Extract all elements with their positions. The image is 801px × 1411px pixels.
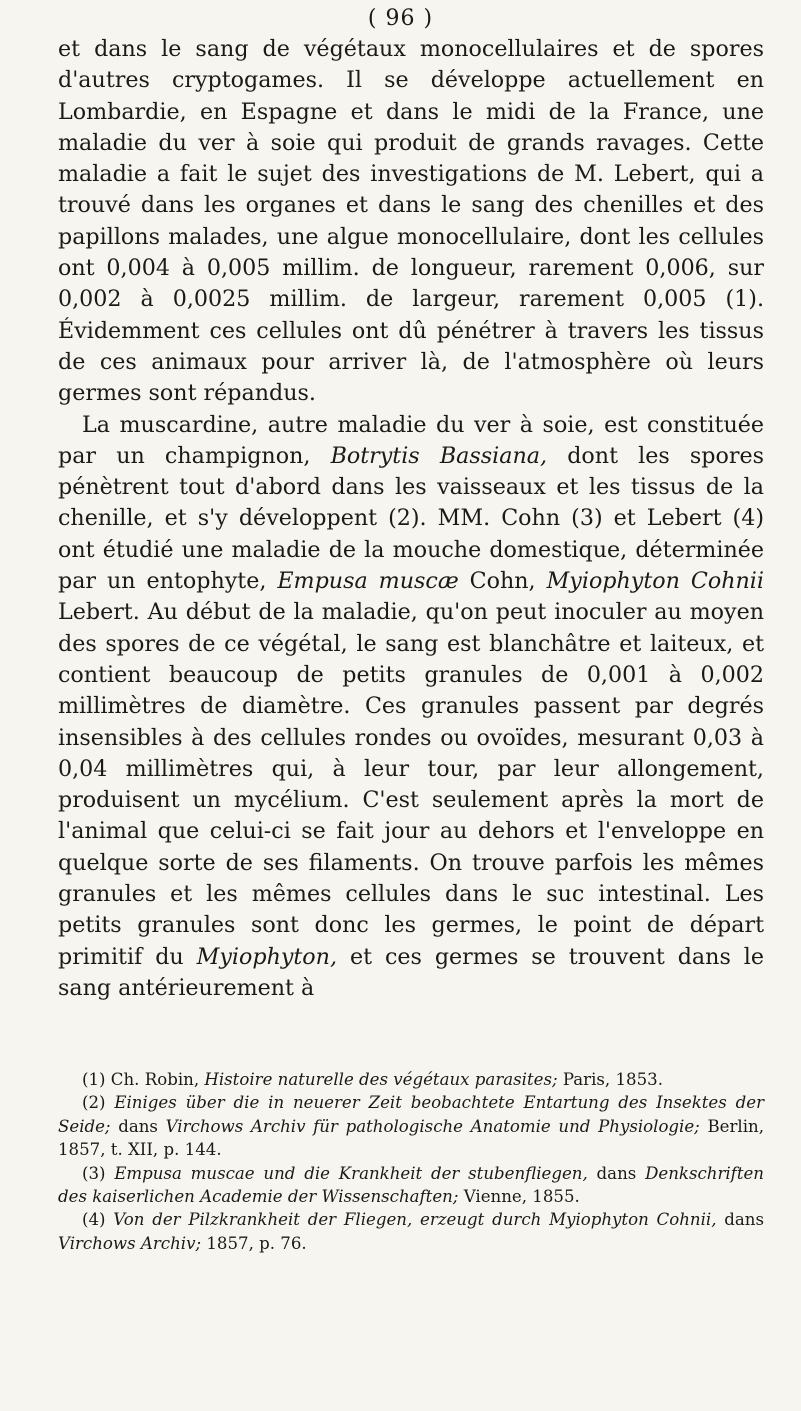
footnote	[58, 1208, 764, 1255]
italic-text: Myiophyton Cohnii	[546, 568, 764, 595]
main-text	[58, 34, 764, 1004]
italic-text: Von der Pilzkrankheit der Fliegen, erzeugt durch Myiophyton Cohnii,	[113, 1210, 717, 1230]
text-run: (4)	[82, 1210, 114, 1230]
italic-text: Histoire naturelle des végétaux parasites;	[204, 1070, 558, 1089]
footnotes	[58, 1068, 764, 1255]
footnote	[58, 1068, 764, 1091]
italic-text: Virchows Archiv;	[58, 1233, 202, 1253]
text-run: dont les spores pénètrent tout d'abord dans les vaisseaux et les tissus de la chenille, et s'y développent (2). MM. Cohn (3) et Lebert (4) ont étudié une maladie de la mouche domestique, déterminée par un entophyte,	[58, 442, 764, 595]
text-run: et ces germes se trouvent dans le sang antérieurement à	[58, 943, 764, 1001]
italic-text: Einiges über die in neuerer Zeit beobachtete Entartung des Insektes der Seide;	[58, 1093, 764, 1136]
text-run: 1857, p. 76.	[201, 1233, 307, 1253]
italic-text: Denkschriften des kaiserlichen Academie der Wissenschaften;	[58, 1163, 764, 1207]
italic-text: Virchows Archiv für pathologische Anatomie und Physiologie;	[165, 1116, 700, 1136]
page-number: ( 96 )	[367, 6, 434, 31]
paragraph	[58, 34, 764, 410]
text-run: Lebert. Au début de la maladie, qu'on peut inoculer au moyen des spores de ce végétal, le sang est blanchâtre et laiteux, et contient beaucoup de petits granules de 0,001 à 0,002 millimètres de diamètre. Ces granules passent par degrés insensibles à des cellules rondes ou ovoïdes, mesurant 0,03 à 0,04 millimètres qui, à leur tour, par leur allongement, produisent un mycélium. C'est seulement après la mort de l'animal que celui-ci se fait jour au dehors et l'enveloppe en quelque sorte de ses filaments. On trouve parfois les mêmes granules et les mêmes cellules dans le suc intestinal. Les petits granules sont donc les germes, le point de départ primitif du	[58, 599, 764, 970]
text-run: dans	[716, 1210, 764, 1230]
text-run: (3)	[82, 1163, 115, 1183]
text-run: Cohn,	[458, 568, 547, 595]
footnote	[58, 1162, 764, 1209]
text-run: et dans le sang de végétaux monocellulaires et de spores d'autres cryptogames. Il se développe actuellement en Lombardie, en Espagne et dans le midi de la France, une maladie du ver à soie qui produit de grands ravages. Cette maladie a fait le sujet des investigations de M. Lebert, qui a trouvé dans les organes et dans le sang des chenilles et des papillons malades, une algue monocellulaire, dont les cellules ont 0,004 à 0,005 millim. de longueur, rarement 0,006, sur 0,002 à 0,0025 millim. de largeur, rarement 0,005 (1). Évidemment ces cellules ont dû pénétrer à travers les tissus de ces animaux pour arriver là, de l'atmosphère où leurs germes sont répandus.	[58, 36, 764, 407]
text-run: dans	[110, 1116, 166, 1136]
italic-text: Myiophyton,	[196, 943, 338, 970]
italic-text: Empusa muscæ	[277, 568, 459, 595]
text-run: Berlin, 1857, t. XII, p. 144.	[58, 1116, 764, 1160]
italic-text: Empusa muscae und die Krankheit der stubenfliegen,	[114, 1163, 588, 1183]
text-run: Vienne, 1855.	[458, 1187, 580, 1207]
text-run: (1) Ch. Robin,	[82, 1070, 205, 1089]
italic-text: Botrytis Bassiana,	[330, 442, 548, 469]
text-run: dans	[587, 1163, 646, 1183]
text-run: (2)	[82, 1093, 115, 1113]
text-run: Paris, 1853.	[557, 1070, 663, 1089]
paragraph	[58, 410, 764, 1005]
text-run: La muscardine, autre maladie du ver à soie, est constituée par un champignon,	[58, 411, 764, 469]
footnote	[58, 1091, 764, 1161]
